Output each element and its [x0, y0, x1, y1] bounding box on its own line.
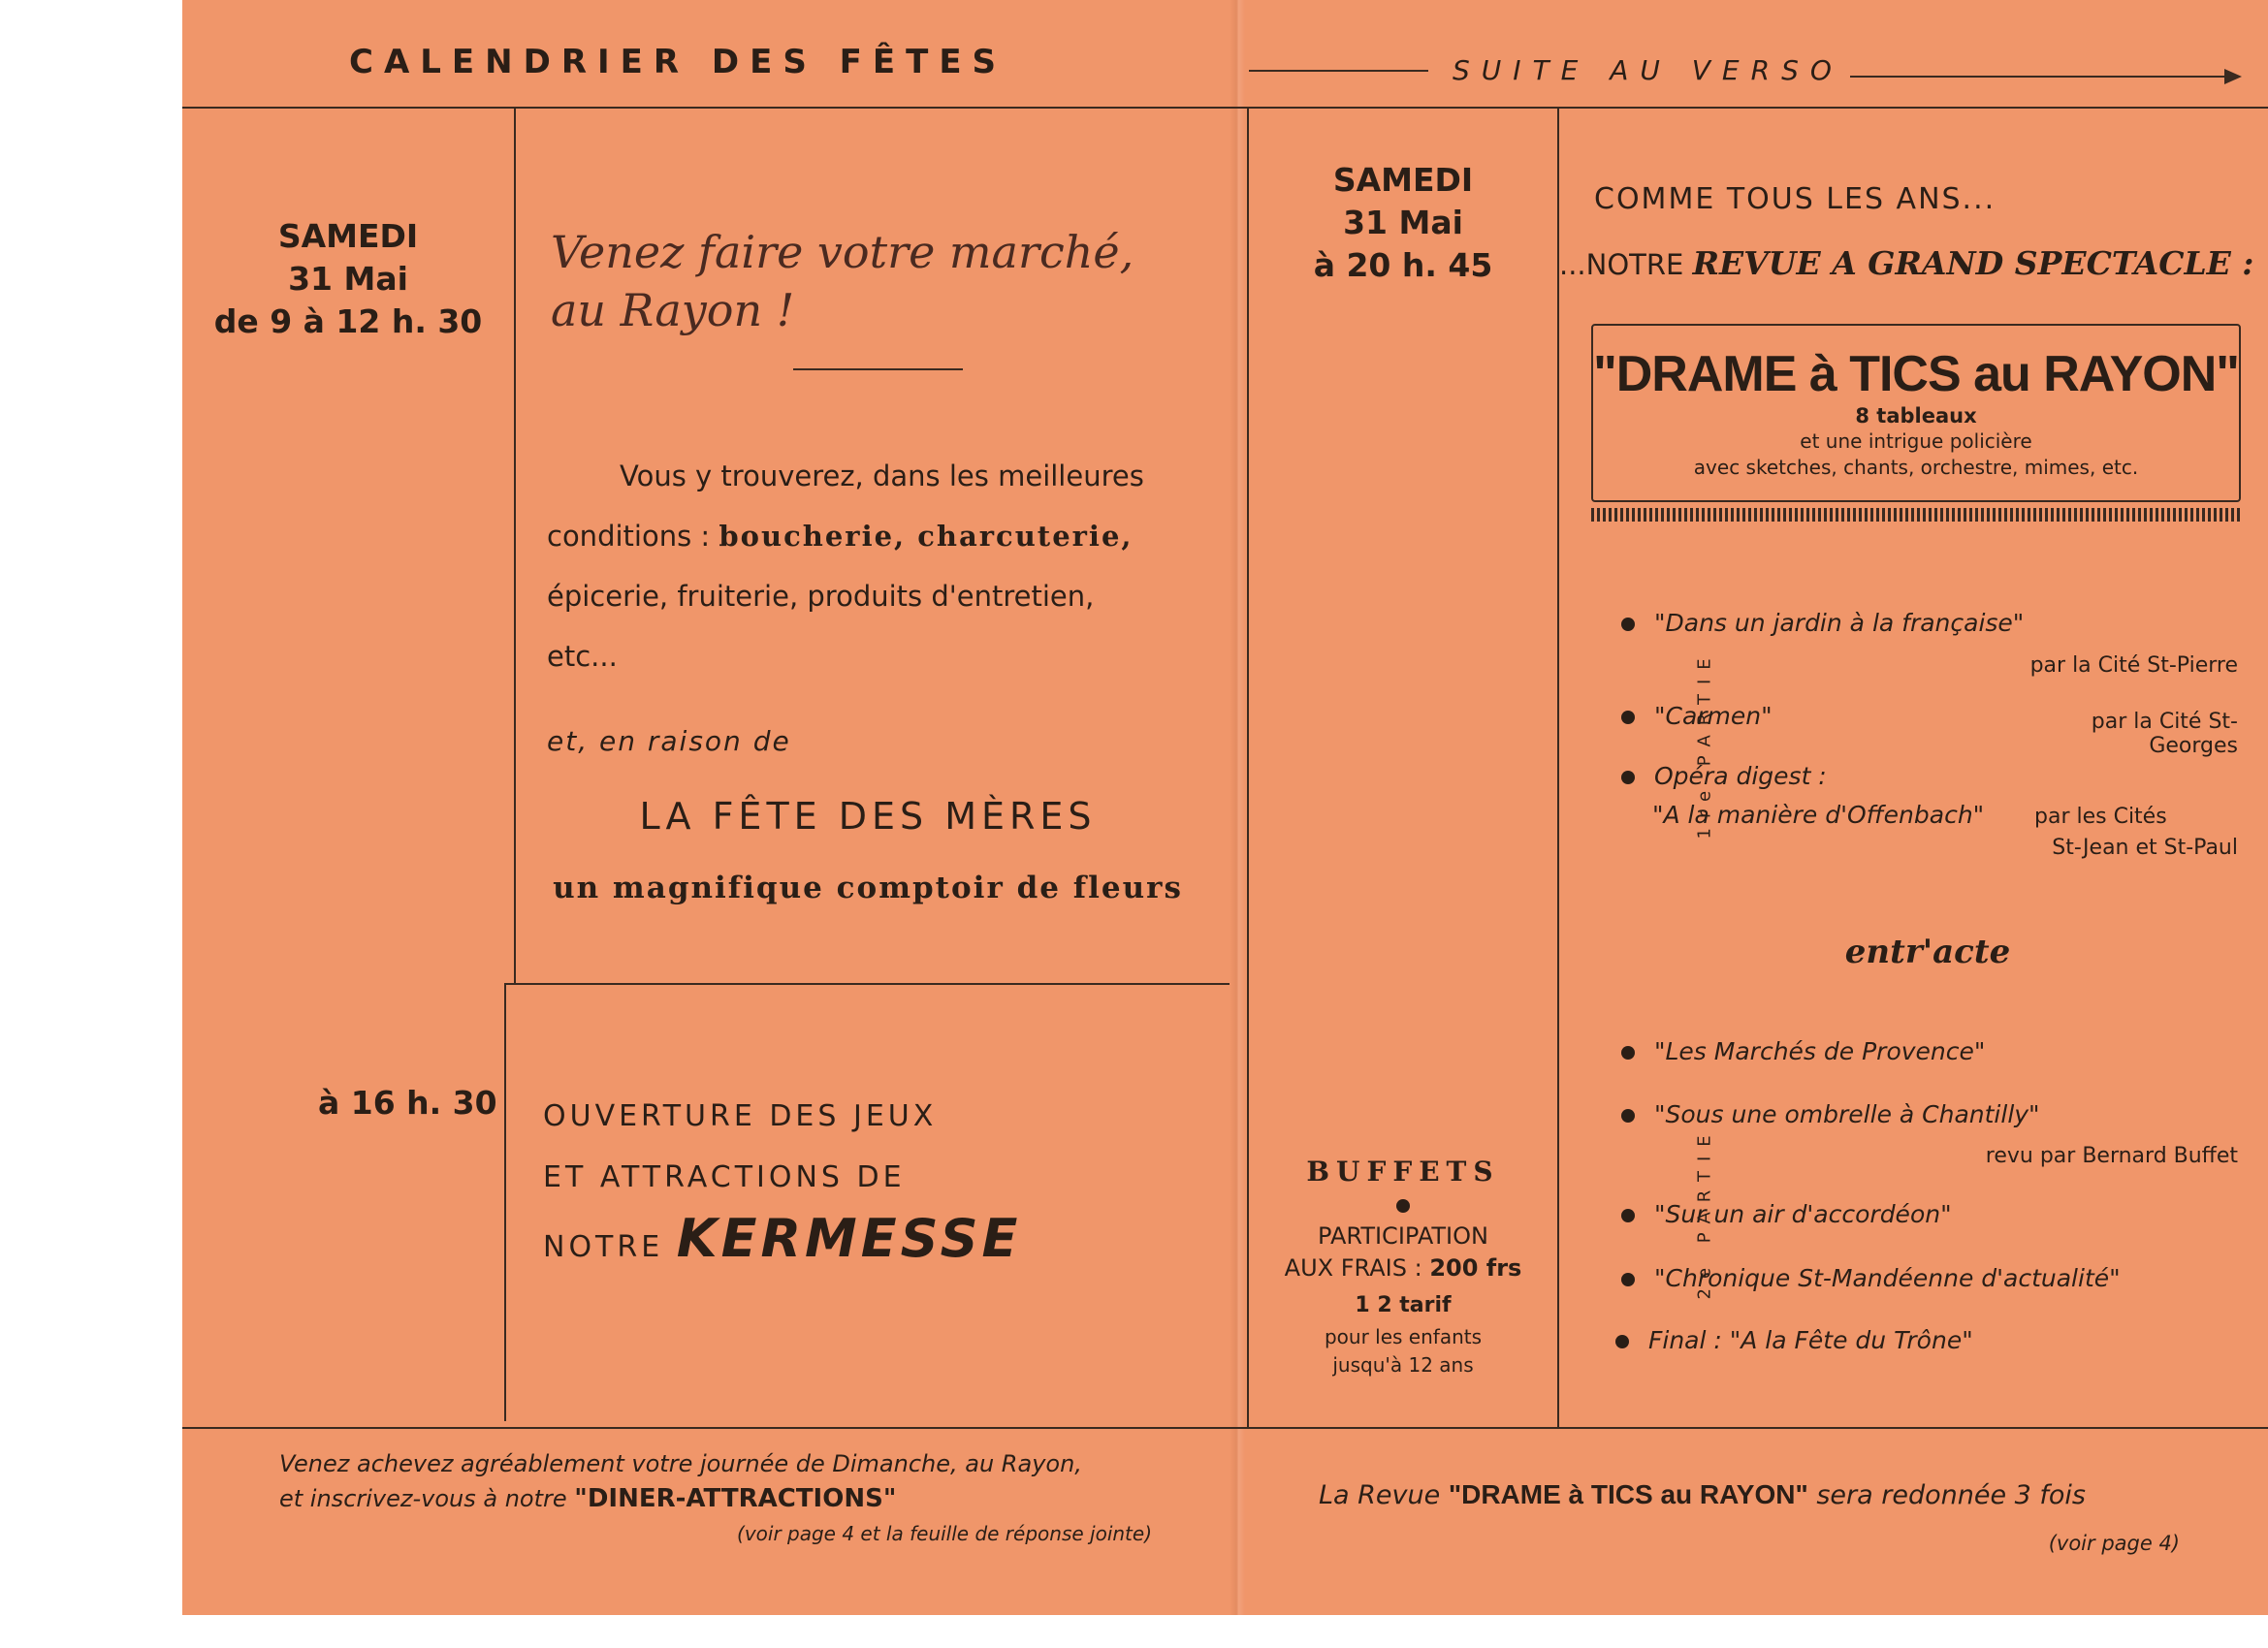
buffets-tarif: 1 2 tarif — [1355, 1293, 1452, 1317]
bullet-icon — [1621, 771, 1635, 784]
paper-fold — [1230, 0, 1245, 1615]
bullet-icon — [1396, 1199, 1410, 1213]
show-details: avec sketches, chants, orchestre, mimes, etc. — [1693, 456, 2139, 479]
evening-date-block — [1249, 159, 1557, 287]
footer-left-diner: "DINER-ATTRACTIONS" — [574, 1484, 897, 1513]
part1-item-2-by: par la Cité St-Georges — [2091, 710, 2238, 758]
morning-date-block — [182, 215, 514, 343]
market-headline — [551, 223, 1230, 339]
market-body-line-1: Vous y trouverez, dans les meilleures — [620, 460, 1144, 492]
part2-item-2 — [1621, 1100, 2040, 1128]
bullet-icon — [1615, 1335, 1629, 1348]
footer-left-line-2 — [279, 1481, 1249, 1516]
buffets-children-1: pour les enfants — [1324, 1325, 1483, 1348]
bullet-icon — [1621, 618, 1635, 631]
left-divider — [514, 109, 516, 983]
part2-item-5-title: Final : "A la Fête du Trône" — [1648, 1326, 1973, 1354]
part2-item-4-title: "Chronique St-Mandéenne d'actualité" — [1654, 1264, 2121, 1292]
bullet-icon — [1621, 1209, 1635, 1222]
footer-left-prefix: et inscrivez-vous à notre — [279, 1485, 567, 1512]
mid-rule — [506, 983, 1230, 985]
bullet-icon — [1621, 1046, 1635, 1060]
kermesse-line-3 — [543, 1208, 1021, 1278]
programme-sheet — [182, 0, 2268, 1615]
market-body-line-4: etc... — [547, 640, 618, 673]
header-rule — [1249, 70, 1428, 72]
part1-item-2 — [1621, 702, 1773, 730]
part2-item-1-title: "Les Marchés de Provence" — [1654, 1037, 1986, 1065]
footer-left-line-3: (voir page 4 et la feuille de réponse jointe) — [737, 1522, 1152, 1545]
market-body-line-3: épicerie, fruiterie, produits d'entretien, — [547, 580, 1095, 613]
ombrelle-by: revu par Bernard Buffet — [1985, 1144, 2238, 1168]
header-title: CALENDRIER DES FÊTES — [349, 43, 1007, 81]
top-rule — [182, 107, 2268, 109]
header-continued: SUITE AU VERSO — [1453, 54, 1843, 86]
market-body-conditions: conditions : — [547, 520, 711, 553]
buffets-frais: AUX FRAIS : — [1284, 1254, 1422, 1282]
kermesse-title: KERMESSE — [676, 1208, 1022, 1269]
buffets-line-1: PARTICIPATION — [1318, 1222, 1488, 1250]
revue-intro-1: COMME TOUS LES ANS... — [1594, 182, 1996, 216]
part1-item-1 — [1621, 609, 2024, 637]
kermesse-block — [543, 1086, 1021, 1278]
show-tableaux: 8 tableaux — [1855, 404, 1977, 428]
market-headline-line-2: au Rayon ! — [551, 284, 795, 336]
revue-intro-notre: ...NOTRE — [1559, 248, 1684, 281]
buffets-children-2: jusqu'à 12 ans — [1332, 1353, 1474, 1377]
part2-item-2-title: "Sous une ombrelle à Chantilly" — [1654, 1100, 2040, 1128]
footer-right-title: "DRAME à TICS au RAYON" — [1448, 1479, 1808, 1509]
arrow-right-icon — [2224, 69, 2242, 84]
fete-meres: LA FÊTE DES MÈRES — [639, 795, 1097, 838]
footer-right-suffix: sera redonnée 3 fois — [1816, 1480, 2087, 1510]
footer-right-ref: (voir page 4) — [2048, 1532, 2180, 1555]
headline-rule — [793, 368, 963, 370]
part1-item-1-by: par la Cité St-Pierre — [2029, 653, 2238, 678]
buffets-title: BUFFETS — [1306, 1156, 1500, 1188]
bullet-icon — [1621, 711, 1635, 724]
evening-time: à 20 h. 45 — [1313, 246, 1493, 284]
market-body — [547, 446, 1226, 686]
show-intrigue: et une intrigue policière — [1800, 429, 2032, 453]
kermesse-line-1: OUVERTURE DES JEUX — [543, 1099, 938, 1133]
footer-right-prefix: La Revue — [1319, 1480, 1441, 1510]
revue-intro-2 — [1559, 244, 2253, 282]
market-headline-line-1: Venez faire votre marché, — [551, 226, 1134, 278]
footer-left — [279, 1446, 1249, 1551]
part1-item-3-title: Opéra digest : — [1654, 762, 1827, 790]
kermesse-notre: NOTRE — [543, 1230, 664, 1264]
part2-item-5 — [1615, 1326, 1973, 1354]
opera-by-1: par les Cités — [2034, 805, 2167, 829]
part1-item-3 — [1621, 762, 1827, 790]
reason-text: et, en raison de — [547, 725, 791, 757]
bullet-icon — [1621, 1109, 1635, 1123]
morning-day: SAMEDI — [277, 217, 419, 255]
show-title: "DRAME à TICS au RAYON" — [1593, 346, 2239, 402]
buffets-block — [1249, 1156, 1557, 1378]
part2-item-3-title: "Sur un air d'accordéon" — [1654, 1200, 1952, 1228]
part2-label: 2e PARTIE — [1694, 1125, 1715, 1300]
arrow-line — [1850, 76, 2228, 78]
footer-rule — [182, 1427, 2268, 1429]
revue-grand-spectacle: REVUE A GRAND SPECTACLE : — [1692, 244, 2254, 282]
evening-day: SAMEDI — [1332, 161, 1474, 199]
opera-by-2: St-Jean et St-Paul — [2052, 836, 2238, 860]
part1-item-1-title: "Dans un jardin à la française" — [1654, 609, 2025, 637]
morning-hours: de 9 à 12 h. 30 — [213, 302, 483, 340]
part2-item-4 — [1621, 1264, 2121, 1292]
market-body-products: boucherie, charcuterie, — [719, 520, 1134, 553]
market-body-line-2 — [547, 506, 1226, 566]
part1-item-2-title: "Carmen" — [1654, 702, 1773, 730]
buffets-price: 200 frs — [1429, 1254, 1522, 1282]
morning-date: 31 Mai — [288, 260, 408, 298]
bullet-icon — [1621, 1273, 1635, 1286]
afternoon-time: à 16 h. 30 — [318, 1084, 497, 1122]
hatched-border — [1591, 508, 2241, 522]
part1-label: 1re PARTIE — [1694, 649, 1715, 840]
part2-item-1 — [1621, 1037, 1985, 1065]
right-divider — [1557, 109, 1559, 1427]
left-divider-lower — [504, 983, 506, 1421]
flowers-counter: un magnifique comptoir de fleurs — [553, 871, 1183, 905]
footer-left-line-1: Venez achevez agréablement votre journée de Dimanche, au Rayon, — [279, 1450, 1082, 1477]
evening-date: 31 Mai — [1343, 204, 1463, 241]
footer-right — [1319, 1479, 2191, 1510]
opera-sub: "A la manière d'Offenbach" — [1652, 801, 1985, 829]
show-title-box — [1591, 324, 2241, 502]
buffets-line-2 — [1249, 1252, 1557, 1284]
kermesse-line-2: ET ATTRACTIONS DE — [543, 1160, 906, 1194]
entracte: entr'acte — [1844, 933, 2011, 971]
part2-item-3 — [1621, 1200, 1952, 1228]
